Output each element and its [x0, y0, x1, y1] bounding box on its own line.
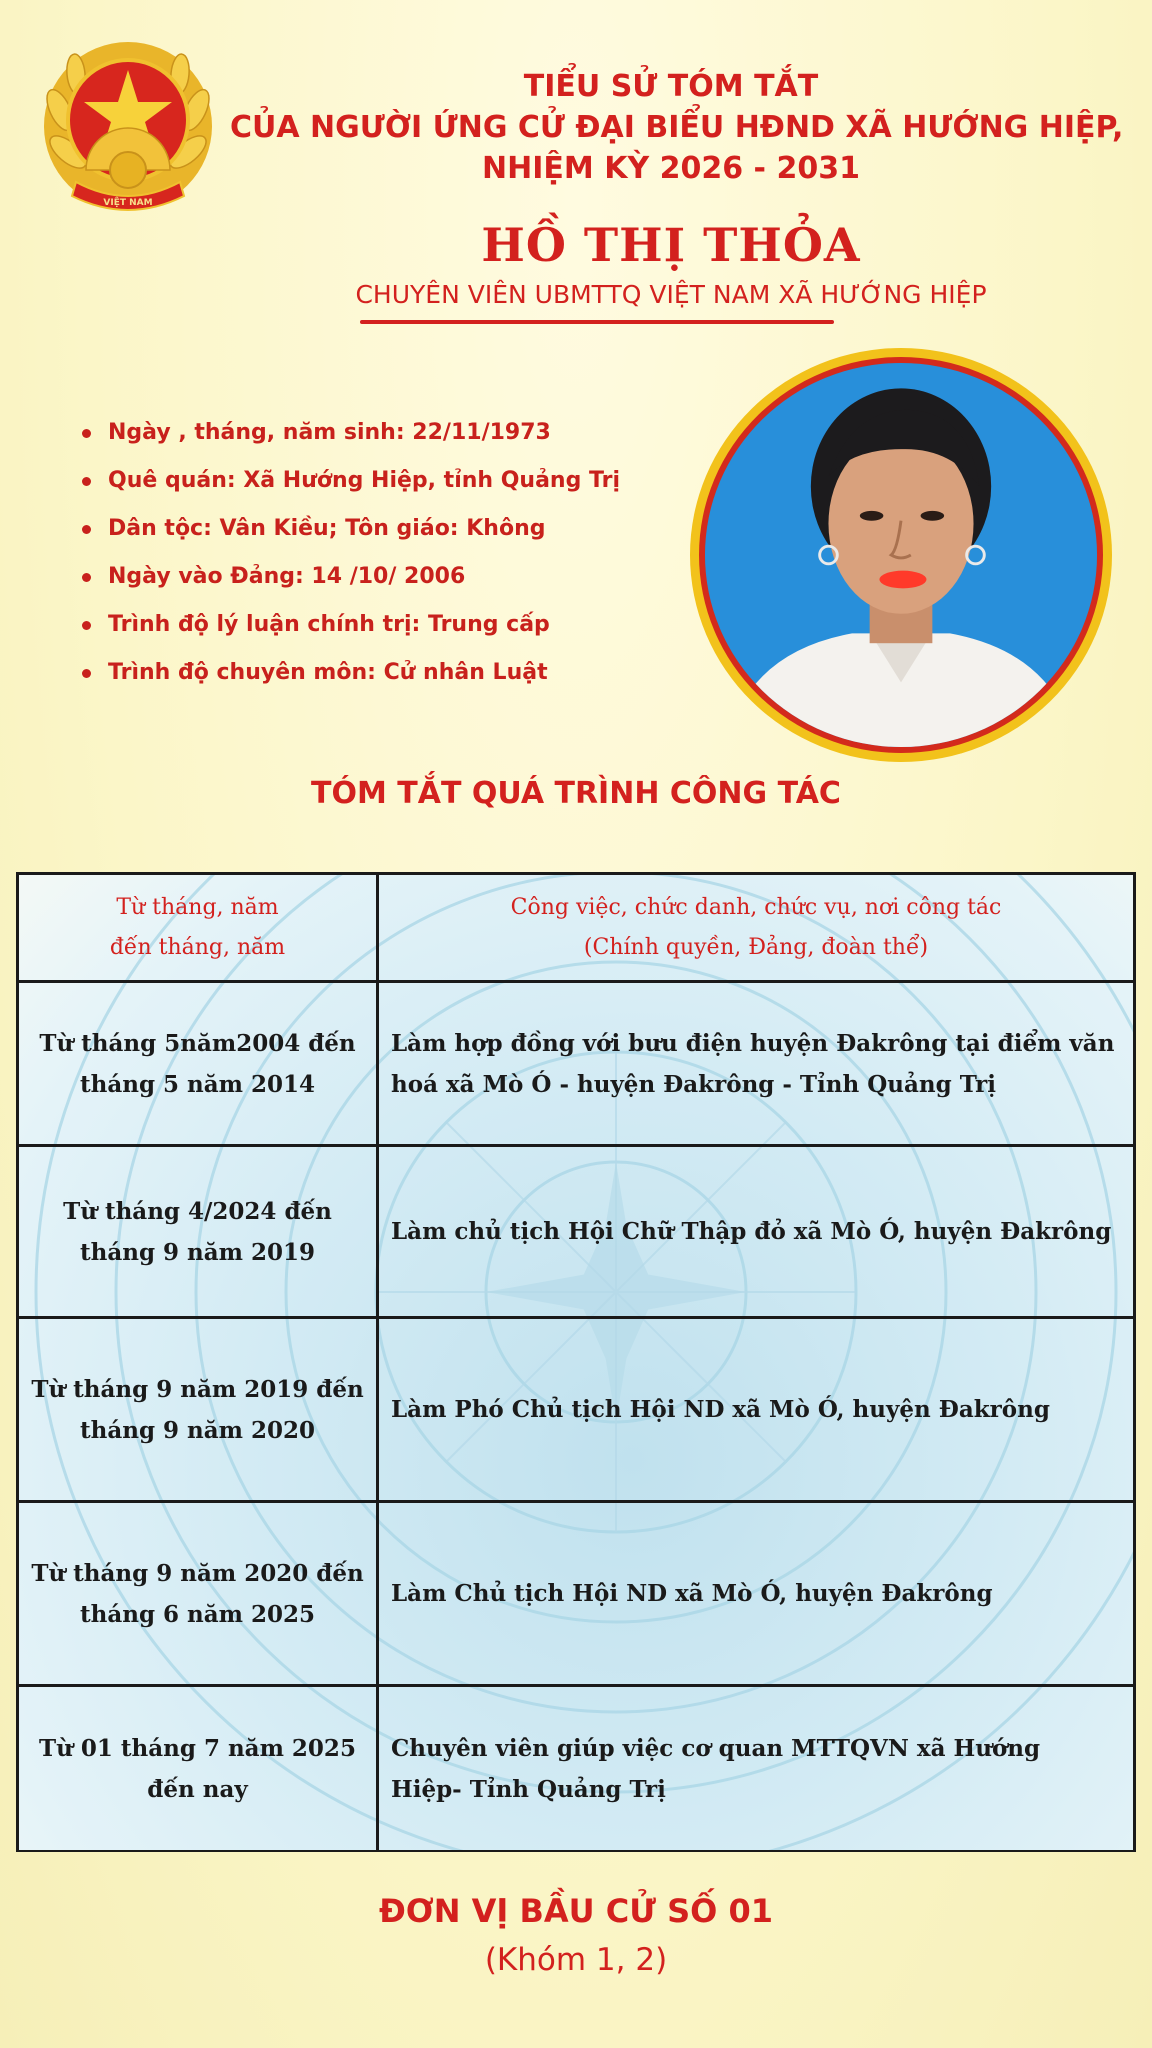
- candidate-info-list: [80, 412, 620, 700]
- info-party-date: Ngày vào Đảng: 14 /10/ 2006: [80, 556, 620, 604]
- table-row: [18, 982, 1135, 1146]
- table-row: [18, 1318, 1135, 1502]
- period-cell: Từ tháng 9 năm 2020 đến tháng 6 năm 2025: [18, 1502, 378, 1686]
- candidate-photo: [705, 363, 1097, 747]
- electoral-area: (Khóm 1, 2): [484, 1942, 668, 1978]
- candidate-portrait-frame: [690, 348, 1112, 762]
- emblem-label: VIỆT NAM: [103, 198, 153, 208]
- header-line-1: TIỂU SỬ TÓM TẮT: [523, 69, 819, 104]
- header-divider: [360, 320, 834, 324]
- info-ethnicity-religion: Dân tộc: Vân Kiều; Tôn giáo: Không: [80, 508, 620, 556]
- header-line-2: CỦA NGƯỜI ỨNG CỬ ĐẠI BIỂU HĐND XÃ HƯỚNG HIỆP,: [230, 110, 1124, 145]
- header-period: Từ tháng, năm đến tháng, năm: [18, 874, 378, 982]
- info-political-level: Trình độ lý luận chính trị: Trung cấp: [80, 604, 620, 652]
- info-professional-level: Trình độ chuyên môn: Cử nhân Luật: [80, 652, 620, 700]
- header-work: Công việc, chức danh, chức vụ, nơi công tác (Chính quyền, Đảng, đoàn thể): [378, 874, 1135, 982]
- header-line-3: NHIỆM KỲ 2026 - 2031: [482, 151, 860, 186]
- work-cell: Làm chủ tịch Hội Chữ Thập đỏ xã Mò Ó, huyện Đakrông: [378, 1146, 1135, 1318]
- table-row: [18, 1502, 1135, 1686]
- document-header: [230, 66, 1124, 189]
- electoral-unit: ĐƠN VỊ BẦU CỬ SỐ 01: [378, 1892, 774, 1930]
- candidate-position: CHUYÊN VIÊN UBMTTQ VIỆT NAM XÃ HƯỚNG HIỆP: [355, 280, 987, 309]
- work-history-table: [16, 872, 1136, 1852]
- work-cell: Làm hợp đồng với bưu điện huyện Đakrông tại điểm văn hoá xã Mò Ó - huyện Đakrông - Tỉnh Quảng Trị: [378, 982, 1135, 1146]
- info-hometown: Quê quán: Xã Hướng Hiệp, tỉnh Quảng Trị: [80, 460, 620, 508]
- period-cell: Từ tháng 4/2024 đến tháng 9 năm 2019: [18, 1146, 378, 1318]
- table-row: [18, 1146, 1135, 1318]
- period-cell: Từ tháng 5năm2004 đến tháng 5 năm 2014: [18, 982, 378, 1146]
- work-history-panel: [16, 872, 1136, 1852]
- work-cell: Chuyên viên giúp việc cơ quan MTTQVN xã Hướng Hiệp- Tỉnh Quảng Trị: [378, 1686, 1135, 1852]
- section-title: TÓM TẮT QUÁ TRÌNH CÔNG TÁC: [311, 776, 841, 811]
- work-cell: Làm Phó Chủ tịch Hội ND xã Mò Ó, huyện Đakrông: [378, 1318, 1135, 1502]
- work-cell: Làm Chủ tịch Hội ND xã Mò Ó, huyện Đakrông: [378, 1502, 1135, 1686]
- period-cell: Từ 01 tháng 7 năm 2025 đến nay: [18, 1686, 378, 1852]
- period-cell: Từ tháng 9 năm 2019 đến tháng 9 năm 2020: [18, 1318, 378, 1502]
- table-row: [18, 1686, 1135, 1852]
- national-emblem-icon: [38, 40, 218, 220]
- candidate-name: HỒ THỊ THỎA: [481, 218, 861, 272]
- info-birthdate: Ngày , tháng, năm sinh: 22/11/1973: [80, 412, 620, 460]
- table-header-row: [18, 874, 1135, 982]
